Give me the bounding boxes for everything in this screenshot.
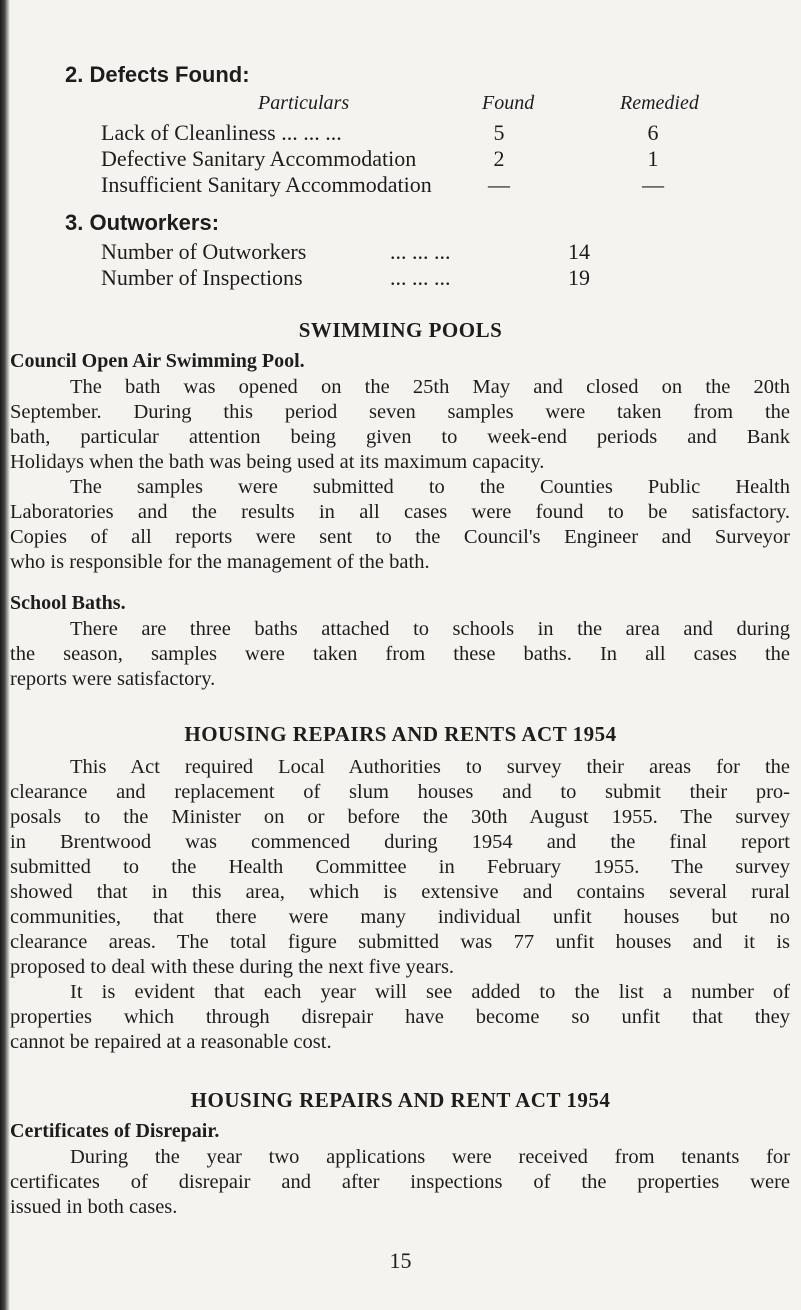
text-line: issued in both cases. [10,1196,178,1218]
text-line: clearance and replacement of slum houses and to submit their pro- [10,781,790,803]
outworker-row-value: 19 [568,265,590,290]
text-line: It is evident that each year will see added to the list a number of [70,981,790,1003]
defect-row-found: — [488,172,510,197]
school-baths-heading: School Baths. [10,592,126,614]
text-line: who is responsible for the management of the bath. [10,551,430,573]
outworker-row-label: Number of Outworkers [101,239,307,264]
text-line: Laboratories and the results in all cases were found to be satisfactory. [10,501,790,523]
housing-rents-act-title: HOUSING REPAIRS AND RENTS ACT 1954 [184,722,617,746]
text-line: posals to the Minister on or before the 30th August 1955. The survey [10,806,790,828]
text-line: clearance areas. The total figure submitted was 77 unfit houses and it is [10,931,790,953]
defect-row-found: 2 [493,146,505,171]
text-line: submitted to the Health Committee in February 1955. The survey [10,856,790,878]
council-pool-heading: Council Open Air Swimming Pool. [10,350,305,372]
text-line: showed that in this area, which is extensive and contains several rural [10,881,790,903]
certificates-heading: Certificates of Disrepair. [10,1120,220,1142]
defect-row-remedied: — [642,172,664,197]
text-line: cannot be repaired at a reasonable cost. [10,1031,332,1053]
text-line: September. During this period seven samples were taken from the [10,401,790,423]
page-number: 15 [389,1248,412,1273]
defect-row-label: Defective Sanitary Accommodation [101,146,417,171]
outworker-row-value: 14 [568,239,590,264]
outworker-row-label: Number of Inspections [101,265,303,290]
defect-row-found: 5 [493,120,505,145]
text-line: Holidays when the bath was being used at its maximum capacity. [10,451,545,473]
housing-rent-act-title: HOUSING REPAIRS AND RENT ACT 1954 [190,1088,611,1112]
outworkers-heading: 3. Outworkers: [65,210,220,235]
page-binding-edge [0,0,10,1310]
defect-row-remedied: 6 [647,120,659,145]
defect-row-label: Insufficient Sanitary Accommodation [101,172,432,197]
defects-heading: 2. Defects Found: [65,62,250,87]
text-line: The samples were submitted to the Counties Public Health [70,476,790,498]
text-line: This Act required Local Authorities to survey their areas for the [70,756,790,778]
text-line: certificates of disrepair and after inspections of the properties were [10,1171,790,1193]
swimming-pools-title: SWIMMING POOLS [298,318,503,342]
text-line: proposed to deal with these during the next five years. [10,956,455,978]
text-line: properties which through disrepair have become so unfit that they [10,1006,790,1028]
defect-row-label: Lack of Cleanliness ... ... ... [101,120,342,145]
col-remedied: Remedied [620,92,699,114]
col-particulars: Particulars [258,92,350,114]
text-line: reports were satisfactory. [10,668,216,690]
outworker-row-dots: ... ... ... [390,265,451,290]
text-line: Copies of all reports were sent to the Council's Engineer and Surveyor [10,526,790,548]
outworker-row-dots: ... ... ... [390,239,451,264]
text-line: There are three baths attached to schools in the area and during [70,618,790,640]
col-found: Found [482,92,535,114]
text-line: in Brentwood was commenced during 1954 and the final report [10,831,790,853]
text-line: communities, that there were many individual unfit houses but no [10,906,790,928]
text-line: During the year two applications were received from tenants for [70,1146,790,1168]
text-line: bath, particular attention being given to week-end periods and Bank [10,426,790,448]
text-line: the season, samples were taken from these baths. In all cases the [10,643,790,665]
text-line: The bath was opened on the 25th May and closed on the 20th [70,376,790,398]
defect-row-remedied: 1 [647,146,659,171]
